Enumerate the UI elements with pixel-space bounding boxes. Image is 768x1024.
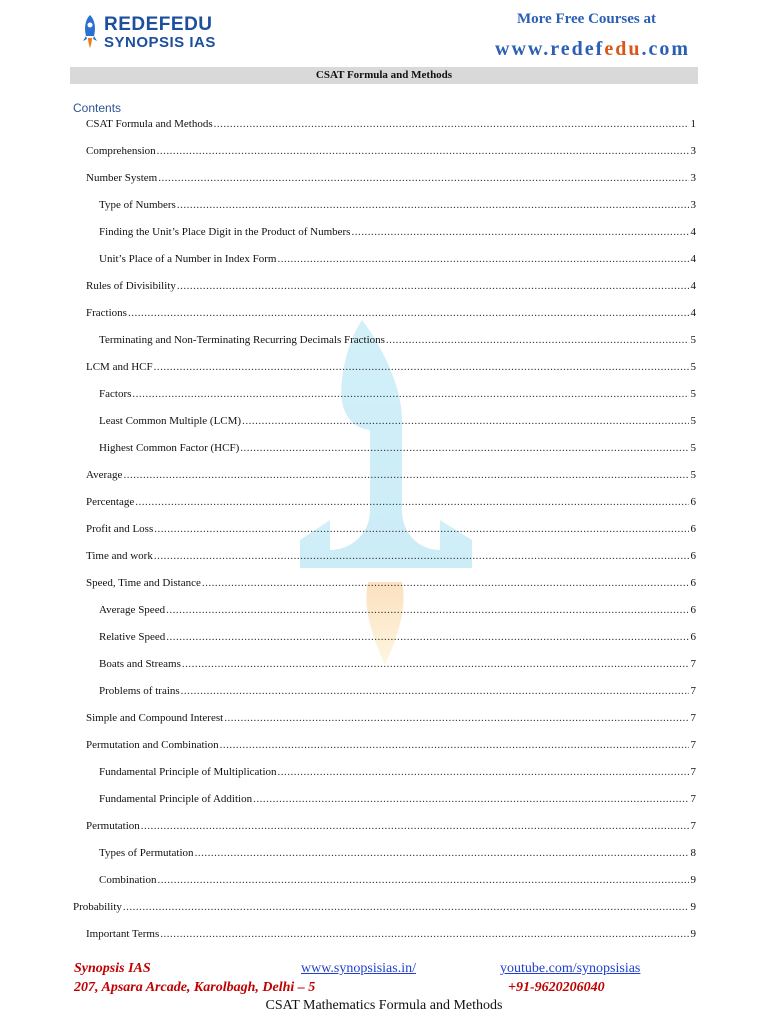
toc-entry-title: Time and work — [86, 550, 153, 562]
toc-entry-page: 7 — [690, 793, 696, 805]
toc-leader-dots — [351, 226, 688, 238]
toc-leader-dots — [181, 685, 689, 697]
toc-entry-page: 4 — [690, 226, 696, 238]
toc-entry-title: Permutation and Combination — [86, 739, 219, 751]
toc-entry-title: Problems of trains — [99, 685, 180, 697]
toc-leader-dots — [253, 793, 688, 805]
toc-entry-title: Boats and Streams — [99, 658, 181, 670]
footer-youtube-link[interactable]: youtube.com/synopsisias — [500, 961, 641, 976]
toc-entry[interactable] — [99, 388, 696, 402]
toc-entry[interactable] — [86, 577, 696, 591]
toc-entry[interactable] — [86, 712, 696, 726]
toc-entry-title: Factors — [99, 388, 132, 400]
toc-entry-page: 7 — [690, 712, 696, 724]
toc-leader-dots — [214, 118, 689, 130]
toc-entry-title: Comprehension — [86, 145, 156, 157]
toc-entry-page: 9 — [690, 874, 696, 886]
footer-address: 207, Apsara Arcade, Karolbagh, Delhi – 5 — [74, 980, 316, 995]
toc-entry-page: 7 — [690, 685, 696, 697]
toc-leader-dots — [154, 361, 689, 373]
toc-entry-title: Type of Numbers — [99, 199, 176, 211]
toc-entry-title: Average — [86, 469, 123, 481]
toc-leader-dots — [220, 739, 689, 751]
toc-entry-page: 6 — [690, 523, 696, 535]
toc-entry[interactable] — [86, 307, 696, 321]
toc-entry-title: CSAT Formula and Methods — [86, 118, 213, 130]
toc-entry-page: 3 — [690, 199, 696, 211]
toc-leader-dots — [182, 658, 689, 670]
toc-leader-dots — [128, 307, 689, 319]
toc-leader-dots — [278, 253, 689, 265]
toc-entry-title: Permutation — [86, 820, 140, 832]
toc-entry[interactable] — [99, 793, 696, 807]
toc-entry[interactable] — [86, 820, 696, 834]
toc-entry-title: LCM and HCF — [86, 361, 153, 373]
toc-entry-page: 5 — [690, 361, 696, 373]
toc-entry[interactable] — [99, 415, 696, 429]
footer-website-link[interactable]: www.synopsisias.in/ — [301, 961, 416, 976]
toc-entry-title: Combination — [99, 874, 157, 886]
toc-entry[interactable] — [86, 523, 696, 537]
toc-entry-page: 4 — [690, 253, 696, 265]
toc-entry[interactable] — [86, 469, 696, 483]
toc-entry-page: 6 — [690, 604, 696, 616]
toc-entry-title: Number System — [86, 172, 158, 184]
toc-leader-dots — [202, 577, 689, 589]
toc-entry[interactable] — [86, 928, 696, 942]
site-link-accent: edu — [604, 38, 642, 60]
toc-entry-page: 4 — [690, 307, 696, 319]
toc-entry-page: 3 — [690, 172, 696, 184]
toc-entry-title: Fractions — [86, 307, 127, 319]
toc-entry-page: 5 — [690, 388, 696, 400]
toc-leader-dots — [240, 442, 688, 454]
toc-leader-dots — [123, 469, 688, 481]
toc-leader-dots — [123, 901, 689, 913]
toc-entry[interactable] — [86, 361, 696, 375]
toc-entry-title: Important Terms — [86, 928, 160, 940]
toc-entry[interactable] — [99, 847, 696, 861]
toc-entry-page: 5 — [690, 415, 696, 427]
toc-entry-page: 6 — [690, 577, 696, 589]
toc-entry-page: 9 — [690, 901, 696, 913]
toc-entry[interactable] — [99, 766, 696, 780]
logo-text-primary: REDEFEDU — [104, 14, 213, 35]
toc-entry-title: Rules of Divisibility — [86, 280, 176, 292]
toc-entry[interactable] — [99, 631, 696, 645]
toc-leader-dots — [166, 604, 688, 616]
toc-entry[interactable] — [86, 118, 696, 132]
toc-leader-dots — [177, 280, 689, 292]
promo-text: More Free Courses at — [517, 11, 656, 27]
toc-entry[interactable] — [99, 334, 696, 348]
toc-entry[interactable] — [86, 280, 696, 294]
toc-entry[interactable] — [99, 874, 696, 888]
toc-entry[interactable] — [86, 496, 696, 510]
toc-entry[interactable] — [99, 658, 696, 672]
toc-leader-dots — [278, 766, 689, 778]
toc-entry[interactable] — [99, 199, 696, 213]
toc-entry[interactable] — [99, 604, 696, 618]
footer-org: Synopsis IAS — [74, 961, 151, 976]
toc-entry[interactable] — [99, 442, 696, 456]
toc-entry[interactable] — [86, 739, 696, 753]
toc-entry-title: Unit’s Place of a Number in Index Form — [99, 253, 277, 265]
toc-entry[interactable] — [99, 226, 696, 240]
toc-leader-dots — [166, 631, 688, 643]
toc-entry-page: 1 — [690, 118, 696, 130]
toc-entry-title: Highest Common Factor (HCF) — [99, 442, 240, 454]
toc-entry[interactable] — [86, 550, 696, 564]
toc-entry-page: 5 — [690, 334, 696, 346]
toc-entry-title: Relative Speed — [99, 631, 166, 643]
toc-entry-page: 6 — [690, 631, 696, 643]
toc-leader-dots — [224, 712, 688, 724]
toc-leader-dots — [242, 415, 688, 427]
toc-entry-title: Speed, Time and Distance — [86, 577, 201, 589]
toc-leader-dots — [157, 145, 689, 157]
toc-entry-page: 9 — [690, 928, 696, 940]
toc-entry-page: 3 — [690, 145, 696, 157]
contents-heading: Contents — [73, 101, 122, 115]
toc-leader-dots — [135, 496, 688, 508]
toc-entry-title: Average Speed — [99, 604, 166, 616]
toc-entry-page: 7 — [690, 739, 696, 751]
toc-entry-page: 7 — [690, 766, 696, 778]
toc-entry-title: Profit and Loss — [86, 523, 154, 535]
toc-leader-dots — [132, 388, 688, 400]
toc-entry[interactable] — [86, 145, 696, 159]
toc-entry[interactable] — [86, 172, 696, 186]
logo-text-secondary: SYNOPSIS IAS — [104, 34, 216, 51]
toc-entry-title: Types of Permutation — [99, 847, 194, 859]
toc-entry-page: 5 — [690, 442, 696, 454]
footer-doc-title: CSAT Mathematics Formula and Methods — [265, 998, 503, 1013]
toc-leader-dots — [157, 874, 688, 886]
site-link-suffix: .com — [641, 38, 690, 60]
toc-entry-page: 7 — [690, 658, 696, 670]
toc-leader-dots — [195, 847, 689, 859]
site-link-prefix: www.redef — [495, 38, 605, 60]
toc-entry-title: Simple and Compound Interest — [86, 712, 224, 724]
toc-entry-title: Terminating and Non-Terminating Recurring Decimals Fractions — [99, 334, 385, 346]
toc-entry[interactable] — [99, 253, 696, 267]
toc-entry-page: 6 — [690, 550, 696, 562]
footer-phone: +91-9620206040 — [508, 980, 605, 995]
toc-leader-dots — [154, 550, 689, 562]
toc-leader-dots — [141, 820, 689, 832]
toc-entry[interactable] — [99, 685, 696, 699]
toc-leader-dots — [386, 334, 689, 346]
toc-leader-dots — [177, 199, 689, 211]
toc-entry-page: 7 — [690, 820, 696, 832]
toc-leader-dots — [154, 523, 688, 535]
toc-entry-page: 8 — [690, 847, 696, 859]
toc-entry-title: Probability — [73, 901, 122, 913]
toc-entry-title: Finding the Unit’s Place Digit in the Product of Numbers — [99, 226, 351, 238]
toc-entry-title: Fundamental Principle of Addition — [99, 793, 253, 805]
toc-entry-page: 4 — [690, 280, 696, 292]
toc-entry-page: 6 — [690, 496, 696, 508]
toc-entry-title: Percentage — [86, 496, 135, 508]
toc-leader-dots — [160, 928, 688, 940]
toc-entry-title: Least Common Multiple (LCM) — [99, 415, 242, 427]
page-title: CSAT Formula and Methods — [70, 67, 698, 84]
toc-entry-page: 5 — [690, 469, 696, 481]
toc-entry[interactable] — [73, 901, 696, 915]
toc-leader-dots — [158, 172, 688, 184]
toc-entry-title: Fundamental Principle of Multiplication — [99, 766, 277, 778]
